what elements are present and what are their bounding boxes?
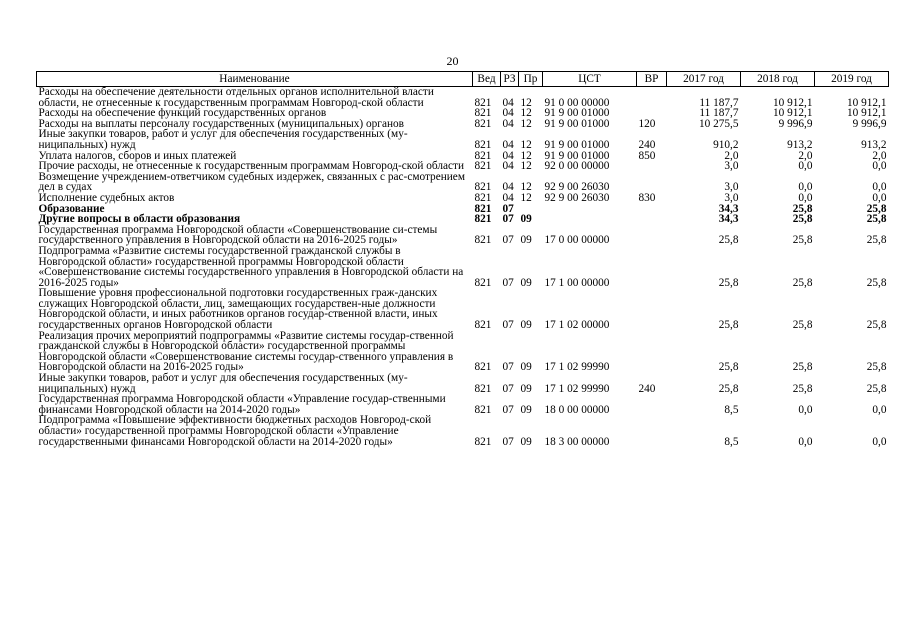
table-row [37,415,889,447]
cell-2019: 25,8 [866,213,887,226]
cell-cst: 92 9 00 26030 [544,181,610,194]
header-2019: 2019 год [815,72,889,87]
cell-rz: 07 [502,435,514,448]
cell-2018: 0,0 [798,191,813,204]
cell-2017: 25,8 [718,234,739,247]
cell-2019: 913,2 [861,138,887,151]
header-2017: 2017 год [667,72,741,87]
cell-vr: 830 [638,191,656,204]
cell-rz: 07 [502,234,514,247]
cell-cst: 17 1 02 99990 [544,361,610,374]
cell-vr [637,204,667,215]
table-row [37,87,889,109]
cell-name: Уплата налогов, сборов и иных платежей [38,149,237,162]
cell-2019: 25,8 [866,319,887,332]
cell-2019: 25,8 [866,234,887,247]
cell-cst: 91 9 00 01000 [544,117,610,130]
cell-rz: 07 [502,202,514,215]
table-row [37,288,889,330]
cell-2019: 10 912,1 [846,96,887,109]
cell-name: Возмещение учреждением-ответчиком судебных издержек, связанных с рас-смотрением дел в судах [38,170,465,194]
cell-vr [637,87,667,109]
cell-ved: 821 [474,107,492,120]
cell-ved: 821 [474,117,492,130]
table-row [37,373,889,394]
cell-cst: 18 0 00 00000 [544,403,610,416]
cell-vr [637,288,667,330]
cell-rz: 04 [502,181,514,194]
cell-vr: 240 [638,138,656,151]
header-ved: Вед [473,72,501,87]
cell-name: Реализация прочих мероприятий подпрограммы «Развитие системы государ-ственной гражданской службы в Новгородской области» государственной программы Новгородской области «Совершенствование системы государ-ственного управления в Новгородской области на 2016-2025 годы» [38,329,454,374]
cell-2018: 0,0 [798,435,813,448]
cell-pr: 09 [520,276,532,289]
cell-rz: 07 [502,276,514,289]
cell-rz: 07 [502,213,514,226]
cell-2017: 34,3 [718,202,739,215]
table-row [37,394,889,415]
cell-pr: 09 [520,319,532,332]
cell-2018: 25,8 [792,202,813,215]
cell-vr: 120 [638,117,656,130]
cell-name: Расходы на выплаты персоналу государственных (муниципальных) органов [38,117,404,130]
cell-rz: 04 [502,149,514,162]
cell-cst [543,214,637,225]
cell-name: Государственная программа Новгородской области «Управление государ-ственными финансами Новгородской области на 2014-2020 годы» [38,393,446,416]
cell-2019: 0,0 [872,160,887,173]
cell-2017: 25,8 [718,361,739,374]
cell-2017: 10 275,5 [698,117,739,130]
cell-rz: 04 [502,160,514,173]
cell-vr [637,225,667,246]
table-row [37,246,889,288]
cell-name: Иные закупки товаров, работ и услуг для обеспечения государственных (му-ниципальных) нужд [38,372,408,395]
cell-cst: 91 9 00 01000 [544,107,610,120]
table-row [37,225,889,246]
cell-2017: 8,5 [724,435,739,448]
cell-rz: 04 [502,117,514,130]
cell-2017: 11 187,7 [699,96,739,109]
cell-2019: 10 912,1 [846,107,887,120]
cell-2019: 25,8 [866,276,887,289]
cell-cst: 91 9 00 01000 [544,138,610,151]
cell-rz: 04 [502,96,514,109]
cell-2018: 0,0 [798,160,813,173]
cell-2017: 2,0 [724,149,739,162]
cell-cst: 18 3 00 00000 [544,435,610,448]
cell-name: Подпрограмма «Развитие системы государственной гражданской службы в Новгородской области» государственной программы Новгородской области «Совершенствование системы государственного управления в Новгородской области на 2016-2025 годы» [38,244,464,289]
cell-2017: 34,3 [718,213,739,226]
cell-cst: 17 1 02 99990 [544,382,610,395]
cell-2018: 0,0 [798,181,813,194]
cell-2018: 25,8 [792,276,813,289]
cell-cst: 17 0 00 00000 [544,234,610,247]
cell-ved: 821 [474,202,492,215]
cell-pr: 12 [520,149,532,162]
cell-rz: 04 [502,107,514,120]
cell-name: Прочие расходы, не отнесенные к государственным программам Новгород-ской области [38,160,465,173]
cell-vr [637,246,667,288]
cell-cst [543,204,637,215]
table-row [37,193,889,204]
cell-name: Образование [38,202,105,215]
cell-pr: 09 [520,234,532,247]
cell-2018: 9 996,9 [778,117,813,130]
cell-pr: 09 [520,213,532,226]
cell-pr: 12 [520,138,532,151]
cell-pr: 12 [520,160,532,173]
cell-2019: 0,0 [872,181,887,194]
cell-2017: 11 187,7 [699,107,739,120]
cell-name: Повышение уровня профессиональной подготовки государственных граж-данских служащих Новгородской области, лиц, замещающих государствен-ные должности Новгородской области, и иных работников органов государ-ственной власти, иных государственных органов Новгородской области [38,287,438,332]
header-vr: ВР [637,72,667,87]
cell-vr [637,394,667,415]
cell-2019: 0,0 [872,435,887,448]
cell-rz: 04 [502,138,514,151]
cell-ved: 821 [474,160,492,173]
header-2018: 2018 год [741,72,815,87]
cell-2017: 25,8 [718,276,739,289]
cell-ved: 821 [474,382,492,395]
table-row [37,172,889,193]
cell-name: Другие вопросы в области образования [38,213,241,226]
table-row [37,331,889,373]
cell-ved: 821 [474,361,492,374]
cell-2017: 25,8 [718,319,739,332]
cell-2019: 25,8 [866,202,887,215]
cell-2018: 2,0 [798,149,813,162]
cell-name: Иные закупки товаров, работ и услуг для обеспечения государственных (му-ниципальных) нужд [38,128,408,151]
header-rz: РЗ [501,72,519,87]
cell-2018: 25,8 [792,361,813,374]
cell-pr: 12 [520,181,532,194]
cell-name: Расходы на обеспечение деятельности отдельных органов исполнительной власти области, не отнесенные к государственным программам Новгород-ской области [38,86,434,109]
cell-ved: 821 [474,319,492,332]
cell-2019: 0,0 [872,191,887,204]
cell-2019: 9 996,9 [852,117,887,130]
cell-rz: 07 [502,361,514,374]
cell-pr: 12 [520,107,532,120]
cell-ved: 821 [474,276,492,289]
cell-ved: 821 [474,191,492,204]
cell-vr [637,331,667,373]
cell-pr: 09 [520,382,532,395]
cell-vr [637,415,667,447]
cell-2019: 2,0 [872,149,887,162]
cell-pr: 12 [520,96,532,109]
cell-name: Государственная программа Новгородской области «Совершенствование си-стемы государственного управления в Новгородской области на 2016-2025 годы» [38,223,438,247]
budget-table [36,71,889,447]
cell-vr [637,172,667,193]
cell-2018: 10 912,1 [772,107,813,120]
cell-ved: 821 [474,181,492,194]
cell-cst: 91 9 00 01000 [544,149,610,162]
cell-2018: 25,8 [792,319,813,332]
cell-2017: 25,8 [718,382,739,395]
cell-vr [637,161,667,172]
cell-2017: 3,0 [724,191,739,204]
cell-2017: 3,0 [724,181,739,194]
cell-name: Расходы на обеспечение функций государственных органов [38,107,327,120]
cell-2017: 8,5 [724,403,739,416]
cell-2019: 25,8 [866,361,887,374]
cell-ved: 821 [474,234,492,247]
cell-2017: 910,2 [713,138,739,151]
cell-cst: 92 0 00 00000 [544,160,610,173]
cell-ved: 821 [474,403,492,416]
cell-2019: 25,8 [866,382,887,395]
cell-name: Подпрограмма «Повышение эффективности бюджетных расходов Новгород-ской области» государственной программы Новгородской области «Управление государственными финансами Новгородской области на 2014-2020 годы» [38,414,432,448]
cell-pr: 09 [520,403,532,416]
header-pr: Пр [519,72,543,87]
cell-2018: 0,0 [798,403,813,416]
cell-2018: 10 912,1 [772,96,813,109]
cell-2019: 0,0 [872,403,887,416]
cell-pr: 09 [520,361,532,374]
cell-name: Исполнение судебных актов [38,191,175,204]
cell-vr: 850 [638,149,656,162]
page-number: 20 [446,54,459,68]
cell-vr [637,214,667,225]
cell-ved: 821 [474,213,492,226]
table-header [37,72,889,87]
cell-2018: 25,8 [792,382,813,395]
cell-2017: 3,0 [724,160,739,173]
header-name: Наименование [37,72,473,87]
cell-2018: 25,8 [792,234,813,247]
cell-2018: 913,2 [787,138,813,151]
cell-rz: 04 [502,191,514,204]
cell-ved: 821 [474,435,492,448]
cell-rz: 07 [502,319,514,332]
cell-pr: 12 [520,117,532,130]
cell-vr: 240 [638,382,656,395]
table-body [37,87,889,448]
cell-2018: 25,8 [792,213,813,226]
cell-cst: 91 0 00 00000 [544,96,610,109]
cell-ved: 821 [474,96,492,109]
header-cst: ЦСТ [543,72,637,87]
cell-ved: 821 [474,149,492,162]
cell-rz: 07 [502,403,514,416]
cell-pr: 12 [520,191,532,204]
cell-ved: 821 [474,138,492,151]
cell-cst: 92 9 00 26030 [544,191,610,204]
cell-cst: 17 1 02 00000 [544,319,610,332]
cell-rz: 07 [502,382,514,395]
cell-pr: 09 [520,435,532,448]
cell-cst: 17 1 00 00000 [544,276,610,289]
table-row [37,129,889,150]
